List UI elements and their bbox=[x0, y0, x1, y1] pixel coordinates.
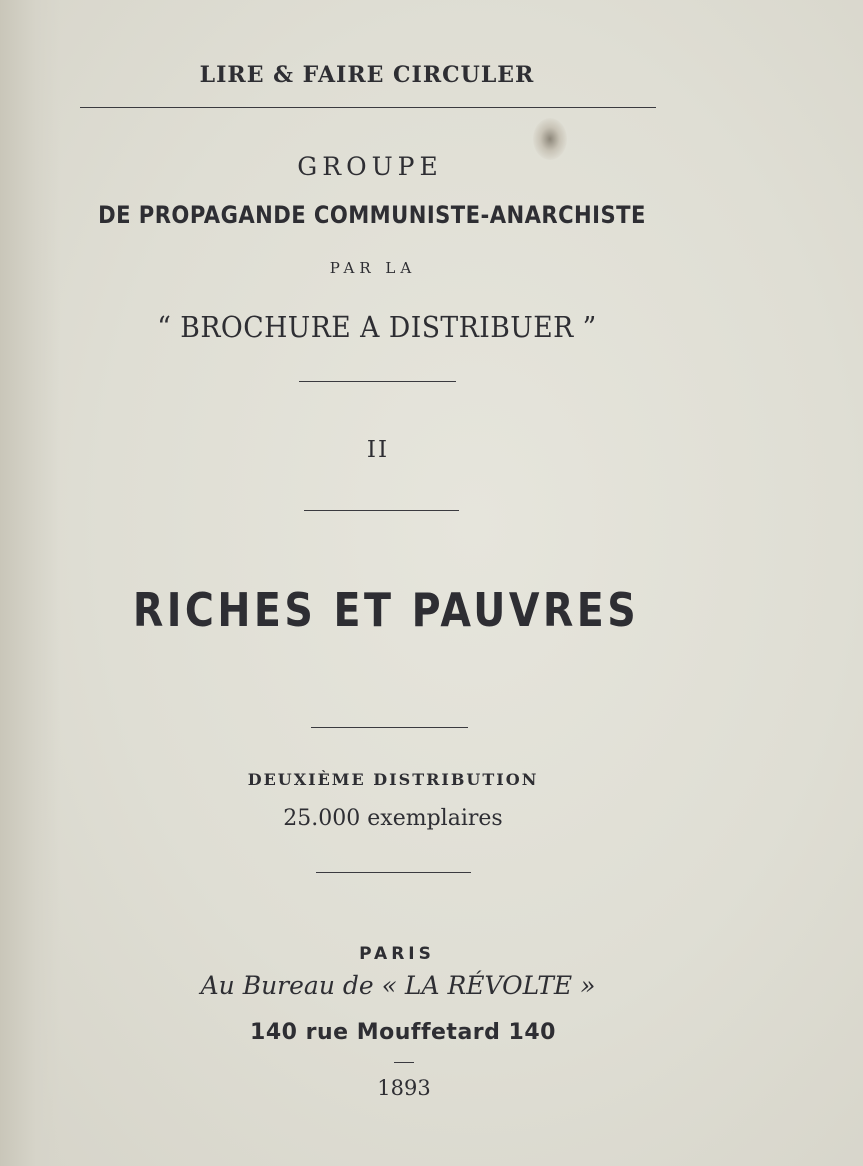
copies-count: 25.000 exemplaires bbox=[283, 806, 503, 831]
paper-stain bbox=[533, 118, 567, 160]
imprint-city: PARIS bbox=[359, 944, 435, 964]
group-heading: GROUPE bbox=[297, 152, 443, 181]
header-rule bbox=[80, 107, 656, 108]
motto: LIRE & FAIRE CIRCULER bbox=[199, 62, 535, 88]
issue-number: II bbox=[366, 437, 390, 463]
divider-rule bbox=[304, 510, 459, 511]
group-par-la: PAR LA bbox=[329, 259, 417, 277]
series-name: “ BROCHURE A DISTRIBUER ” bbox=[157, 310, 597, 344]
group-name: DE PROPAGANDE COMMUNISTE-ANARCHISTE bbox=[98, 201, 646, 229]
distribution-label: DEUXIÈME DISTRIBUTION bbox=[247, 770, 539, 789]
divider-rule bbox=[394, 1062, 414, 1063]
page-title: RICHES ET PAUVRES bbox=[132, 583, 640, 637]
imprint-publisher: Au Bureau de « LA RÉVOLTE » bbox=[200, 971, 596, 1000]
divider-rule bbox=[299, 381, 456, 382]
imprint-year: 1893 bbox=[377, 1076, 431, 1100]
spine-shadow bbox=[0, 0, 60, 1166]
divider-rule bbox=[316, 872, 471, 873]
imprint-address: 140 rue Mouffetard 140 bbox=[250, 1020, 556, 1045]
divider-rule bbox=[311, 727, 468, 728]
